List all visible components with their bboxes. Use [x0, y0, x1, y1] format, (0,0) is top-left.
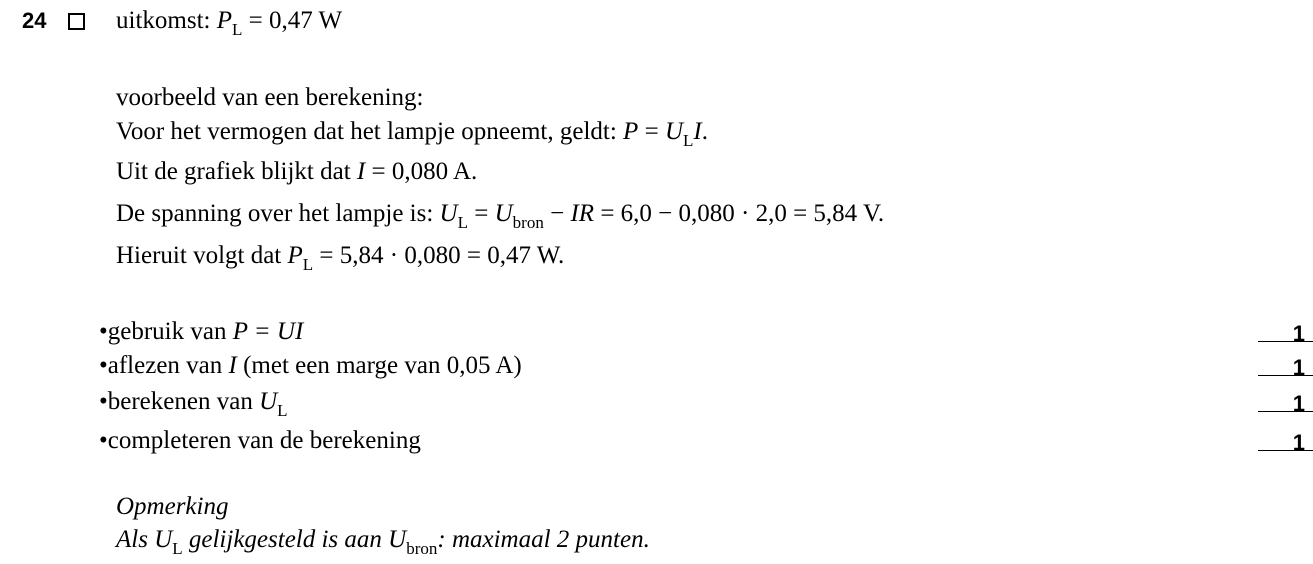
criterion-bullet: • [99, 388, 108, 415]
remark-title [116, 492, 228, 522]
answer-label: uitkomst: [116, 7, 211, 34]
example-line-2-text: Uit de grafiek blijkt dat [116, 158, 351, 185]
criterion-3 [99, 387, 288, 420]
criterion-3-sub: L [277, 401, 288, 420]
example-line-3-minus: − [543, 200, 571, 227]
formula-P: P [623, 118, 639, 145]
score-cell-3 [1258, 389, 1313, 416]
score-cell-1 [1258, 319, 1313, 346]
criterion-4-text: completeren van de berekening [107, 427, 421, 454]
example-line-3-U: U [439, 200, 458, 227]
example-line-4-P-sub: L [302, 255, 314, 274]
criterion-2-symbol: I [228, 352, 237, 379]
example-line-4-rest: = 5,84 · 0,080 = 0,47 W. [313, 242, 565, 269]
criterion-1-text: gebruik van [107, 318, 227, 345]
criterion-2-text: aflezen van [107, 352, 223, 379]
criterion-3-text: berekenen van [107, 388, 253, 415]
answer-symbol: P [216, 7, 232, 34]
score-1: 1 [1292, 321, 1305, 346]
formula-I: I [693, 118, 702, 145]
example-line-2-I: I [356, 158, 366, 185]
score-3: 1 [1292, 391, 1305, 416]
score-4: 1 [1292, 430, 1305, 455]
checkbox-icon[interactable] [68, 13, 85, 30]
example-line-3-text: De spanning over het lampje is: [116, 200, 434, 227]
remark-title-text: Opmerking [116, 493, 229, 520]
example-line-3 [116, 199, 885, 232]
criterion-bullet: • [99, 352, 108, 379]
answer-subscript: L [232, 20, 243, 39]
example-line-3-IR: IR [570, 200, 595, 227]
score-2: 1 [1292, 355, 1305, 380]
example-line-2-value: = 0,080 A. [365, 158, 478, 185]
criterion-2 [99, 351, 522, 381]
example-line-2 [116, 157, 477, 187]
example-line-3-rest: = 6,0 − 0,080 · 2,0 = 5,84 V. [594, 200, 885, 227]
example-line-3-U2-sub: bron [512, 213, 544, 232]
question-number: 24 [22, 8, 47, 33]
remark-text [116, 525, 650, 558]
formula-eq: = [638, 118, 665, 145]
example-line-3-U2: U [494, 200, 513, 227]
criterion-bullet: • [99, 427, 108, 454]
example-line-3-U-sub: L [457, 213, 468, 232]
criterion-1 [99, 317, 303, 347]
example-line-4-text: Hieruit volgt dat [116, 242, 282, 269]
example-line-1-text: Voor het vermogen dat het lampje opneemt, geldt: [116, 118, 617, 145]
remark-sub-a: L [172, 539, 183, 558]
formula-U-sub: L [683, 131, 694, 150]
formula-end: . [701, 118, 708, 145]
criterion-4 [99, 426, 421, 456]
formula-U: U [664, 118, 683, 145]
example-line-3-eq: = [468, 200, 495, 227]
example-line-4-P: P [287, 242, 303, 269]
example-line-4 [116, 241, 565, 274]
criterion-2-text2: (met een marge van 0,05 A) [243, 352, 522, 379]
remark-text-b: gelijkgesteld is aan U [182, 526, 407, 553]
criterion-1-formula: P = UI [232, 318, 304, 345]
remark-text-c: : maximaal 2 punten. [437, 526, 650, 553]
remark-text-a: Als U [116, 526, 173, 553]
remark-sub-b: bron [406, 539, 438, 558]
example-line-1 [116, 117, 708, 150]
criterion-3-symbol: U [259, 388, 278, 415]
score-cell-4 [1258, 428, 1313, 455]
score-cell-2 [1258, 353, 1313, 380]
answer-line [116, 6, 343, 39]
criterion-bullet: • [99, 318, 108, 345]
example-intro: voorbeeld van een berekening: [116, 84, 424, 111]
answer-value: = 0,47 W [248, 7, 343, 34]
